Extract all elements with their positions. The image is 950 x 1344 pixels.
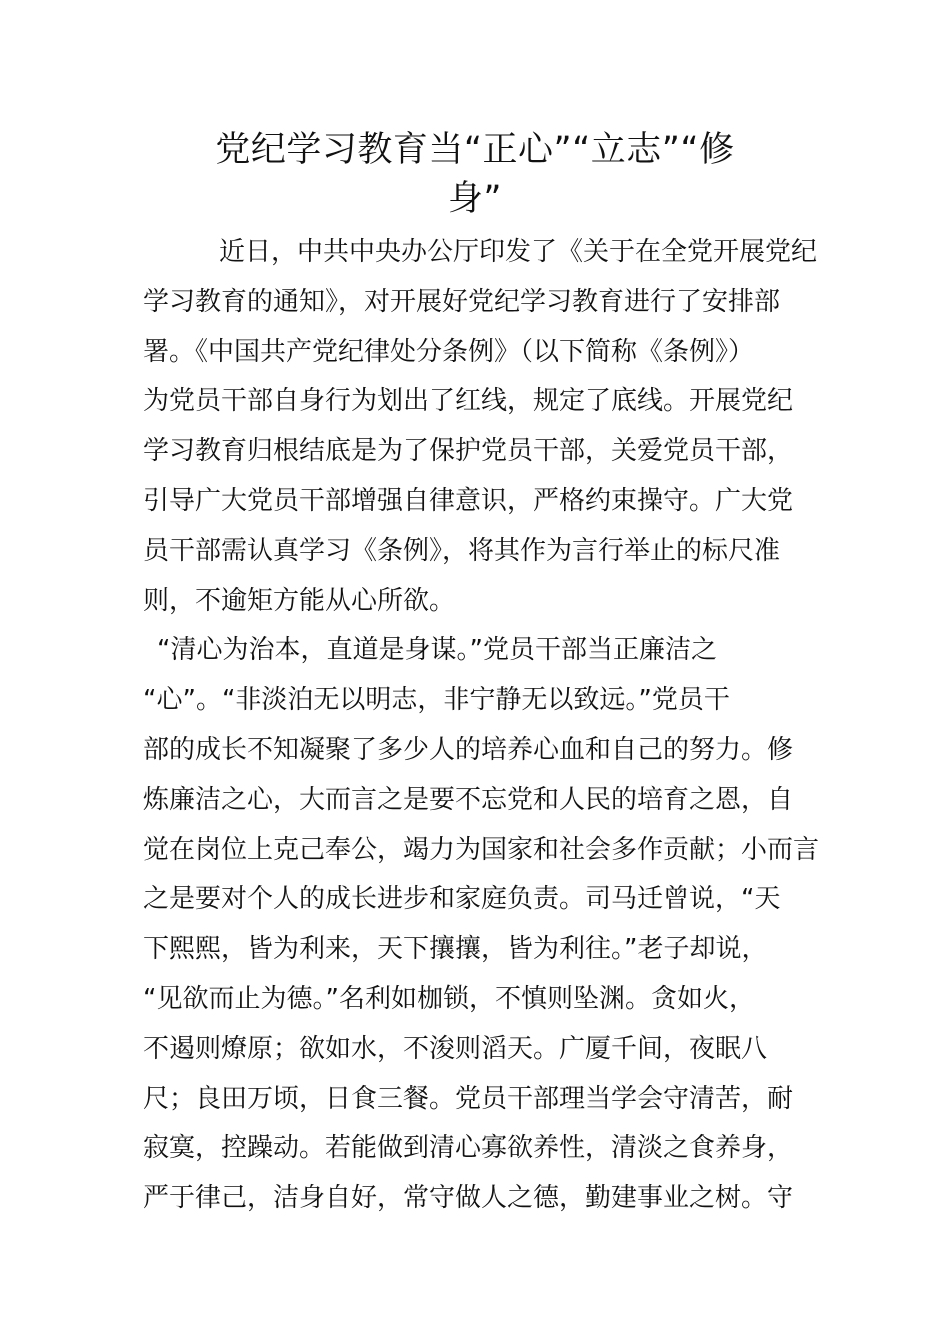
- document-body: [143, 228, 820, 1224]
- paragraph-1-line: 员干部需认真学习《条例》，将其作为言行举止的标尺准: [143, 535, 781, 566]
- paragraph-1-line: 近日，中共中央办公厅印发了《关于在全党开展党纪: [219, 237, 818, 267]
- paragraph-2-line: 尺；良田万顷，日食三餐。党员干部理当学会守清苦，耐: [143, 1083, 794, 1114]
- paragraph-2-line: “清心为治本，直道是身谋。”党员干部当正廉洁之: [157, 635, 717, 666]
- paragraph-2-line: 觉在岗位上克己奉公，竭力为国家和社会多作贡献；小而言: [143, 834, 820, 865]
- paragraph-2-line: 不遏则燎原；欲如水，不浚则滔天。广厦千间，夜眠八: [143, 1033, 768, 1064]
- paragraph-2-line: “心”。“非淡泊无以明志，非宁静无以致远。”党员干: [143, 685, 730, 716]
- paragraph-1-line: 为党员干部自身行为划出了红线，规定了底线。开展党纪: [143, 386, 794, 417]
- paragraph-1-line: 则，不逾矩方能从心所欲。: [143, 585, 456, 616]
- paragraph-1-line: 引导广大党员干部增强自律意识，严格约束操守。广大党: [143, 485, 794, 516]
- paragraph-1-line: 学习教育归根结底是为了保护党员干部，关爱党员干部，: [143, 436, 794, 467]
- paragraph-2-line: 下熙熙，皆为利来，天下攘攘，皆为利往。”老子却说，: [143, 934, 768, 965]
- paragraph-1-line: 学习教育的通知》，对开展好党纪学习教育进行了安排部: [143, 286, 781, 317]
- paragraph-1-line: 署。《中国共产党纪律处分条例》（以下简称《条例》）: [143, 336, 755, 367]
- paragraph-2-line: “见欲而止为德。”名利如枷锁，不慎则坠渊。贪如火，: [143, 983, 755, 1014]
- paragraph-2-line: 炼廉洁之心，大而言之是要不忘党和人民的培育之恩，自: [143, 784, 794, 815]
- document-title: [150, 126, 800, 224]
- paragraph-2-line: 部的成长不知凝聚了多少人的培养心血和自己的努力。修: [143, 734, 794, 765]
- paragraph-2-line: 严于律己，洁身自好，常守做人之德，勤建事业之树。守: [143, 1183, 794, 1214]
- paragraph-2-line: 寂寞，控躁动。若能做到清心寡欲养性，清淡之食养身，: [143, 1133, 794, 1164]
- title-line: 党纪学习教育当“正心”“立志”“修: [215, 130, 735, 170]
- title-line: 身”: [447, 179, 503, 219]
- paragraph-2-line: 之是要对个人的成长进步和家庭负责。司马迁曾说，“天: [143, 884, 781, 915]
